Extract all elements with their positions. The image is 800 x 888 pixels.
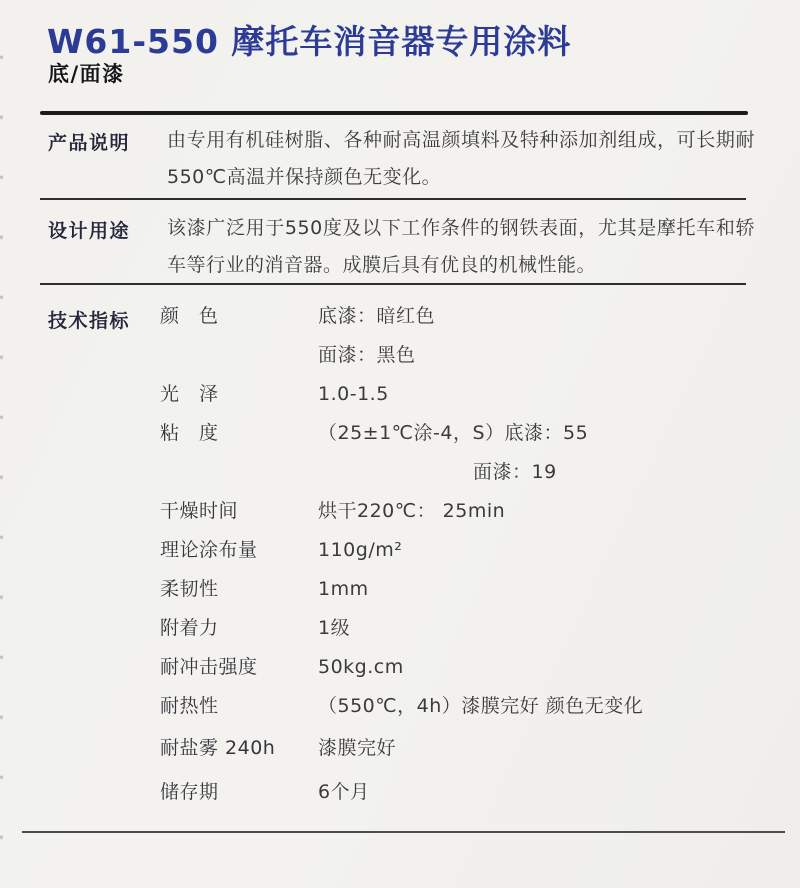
- spec-row-adhesion: [160, 618, 770, 657]
- spec-value: 烘干220℃： 25min: [318, 500, 506, 522]
- spec-value: （25±1℃涂-4，S）底漆：55: [318, 422, 589, 444]
- title-divider: [40, 111, 748, 115]
- spec-row-flexibility: [160, 579, 770, 618]
- spec-value: 面漆：19: [473, 461, 557, 483]
- spec-value: 漆膜完好: [318, 737, 397, 759]
- section-divider: [40, 283, 746, 285]
- spec-row-gloss: [160, 384, 770, 423]
- footer-divider: [22, 831, 785, 833]
- spec-row-shelf-life: [160, 782, 770, 821]
- spec-row-viscosity-topcoat: [160, 462, 770, 501]
- spec-value: 1.0-1.5: [318, 383, 389, 405]
- spec-row-color-topcoat: [160, 345, 770, 384]
- spec-row-viscosity-primer: [160, 423, 770, 462]
- spec-property: 粘 度: [160, 422, 219, 444]
- spec-property: 耐热性: [160, 695, 219, 717]
- spec-row-color-primer: [160, 306, 770, 345]
- spec-property: 耐冲击强度: [160, 656, 258, 678]
- section-label-technical-specs: 技术指标: [48, 310, 131, 332]
- section-divider: [40, 198, 746, 200]
- spec-property: 储存期: [160, 781, 219, 803]
- spec-row-heat-resistance: [160, 696, 770, 735]
- section-label-product-description: 产品说明: [48, 132, 131, 154]
- spec-value: 110g/m²: [318, 539, 403, 561]
- spec-row-impact-resistance: [160, 657, 770, 696]
- section-label-design-purpose: 设计用途: [48, 220, 131, 242]
- spec-property: 颜 色: [160, 305, 219, 327]
- spec-row-salt-spray: [160, 738, 770, 777]
- spec-property: 干燥时间: [160, 500, 239, 522]
- spec-value: 面漆：黑色: [318, 344, 416, 366]
- spec-row-drying-time: [160, 501, 770, 540]
- spec-value: 1级: [318, 617, 351, 639]
- spec-value: 底漆：暗红色: [318, 305, 436, 327]
- spec-value: （550℃，4h）漆膜完好 颜色无变化: [318, 695, 644, 717]
- spec-value: 6个月: [318, 781, 370, 803]
- scan-edge-artifact: [0, 0, 3, 888]
- product-title: W61-550 摩托车消音器专用涂料: [47, 22, 572, 61]
- spec-property: 理论涂布量: [160, 539, 258, 561]
- spec-row-coverage: [160, 540, 770, 579]
- spec-property: 柔韧性: [160, 578, 219, 600]
- product-description-text: 由专用有机硅树脂、各种耐高温颜填料及特种添加剂组成，可长期耐550℃高温并保持颜色无变化。: [167, 129, 755, 188]
- spec-value: 1mm: [318, 578, 369, 600]
- technical-specs-table: [160, 306, 770, 821]
- spec-property: 附着力: [160, 617, 219, 639]
- spec-property: 耐盐雾 240h: [160, 737, 276, 759]
- product-subtitle: 底/面漆: [48, 62, 125, 86]
- design-purpose-text: 该漆广泛用于550度及以下工作条件的钢铁表面，尤其是摩托车和轿车等行业的消音器。成膜后具有优良的机械性能。: [167, 217, 755, 276]
- spec-property: 光 泽: [160, 383, 219, 405]
- spec-value: 50kg.cm: [318, 656, 404, 678]
